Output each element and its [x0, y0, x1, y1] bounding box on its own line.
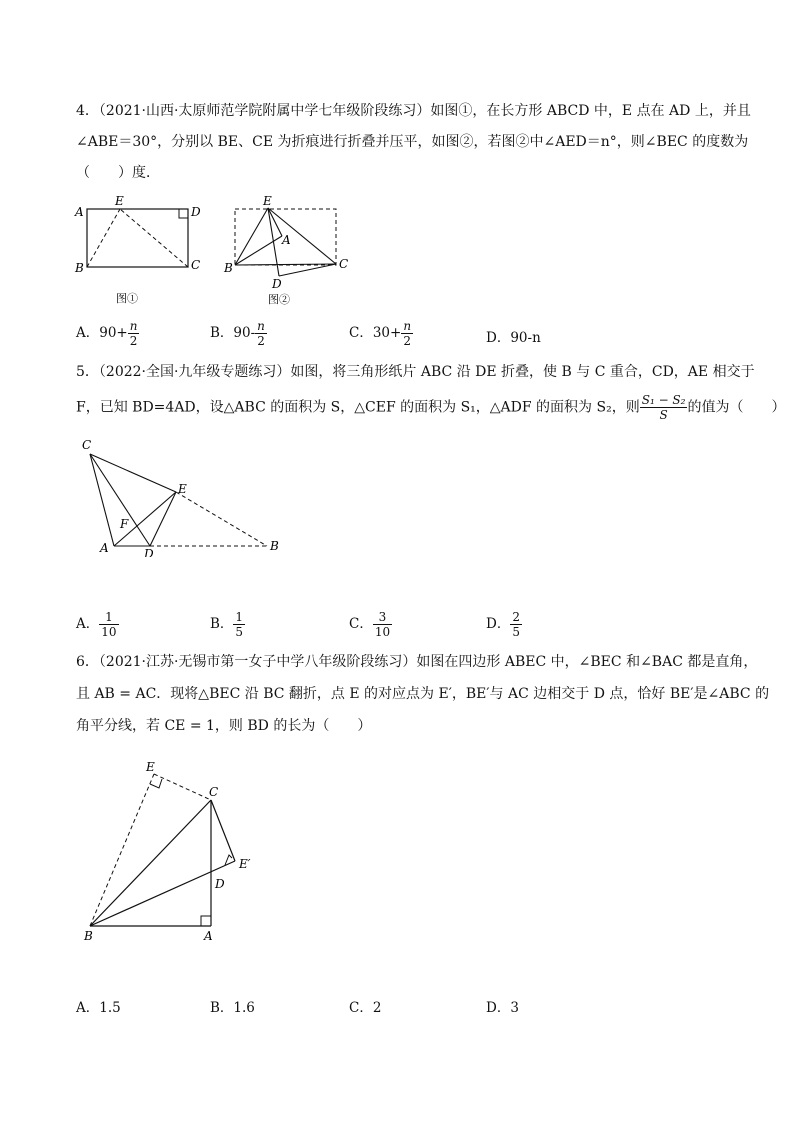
fraction: $\frac{n}{2}$	[129, 319, 138, 348]
fraction: $\frac{2}{5}$	[512, 610, 520, 639]
fraction-s1-minus-s2-over-s: $\frac{\text{S₁ − S₂}}{S}$	[641, 393, 686, 422]
label-c: C	[209, 785, 219, 799]
q6-choice-b[interactable]: B．1.6	[210, 1000, 255, 1016]
label-e: E	[263, 194, 272, 208]
label-e: E	[178, 482, 187, 496]
q4-figure-1	[70, 192, 210, 312]
q4-stem-line-2: ∠ABE＝30°，分别以 BE、CE 为折痕进行折叠并压平，如图②，若图②中∠AED＝n°，则∠BEC 的度数为	[76, 134, 749, 150]
q4-stem-line-1: 4．（2021·山西·太原师范学院附属中学七年级阶段练习）如图①，在长方形 ABCD 中，E 点在 AD 上，并且	[76, 103, 751, 119]
fraction: $\frac{n}{2}$	[403, 319, 412, 348]
label-e-prime: E′	[239, 857, 251, 871]
fold-line-be	[87, 209, 120, 267]
segment-dc	[279, 264, 336, 276]
q5-choice-a[interactable]: A． $\frac{1}{10}$	[76, 610, 117, 639]
q4-choice-a[interactable]: A．90+ $\frac{n}{2}$	[76, 319, 138, 348]
label-b: B	[84, 929, 93, 943]
q4-choice-c[interactable]: C．30+ $\frac{n}{2}$	[349, 319, 412, 348]
label-d: D	[215, 877, 225, 891]
fraction: $\frac{3}{10}$	[374, 610, 391, 639]
figure-caption: 图①	[116, 292, 138, 305]
label-d: D	[191, 205, 201, 219]
label-a: A	[204, 929, 213, 943]
q6-choice-a[interactable]: A．1.5	[76, 1000, 121, 1016]
fold-line-ce	[120, 209, 188, 267]
label-b: B	[75, 261, 84, 275]
figure-caption: 图②	[268, 293, 290, 306]
label-c: C	[82, 438, 92, 452]
q4-choice-b[interactable]: B．90- $\frac{n}{2}$	[210, 319, 265, 348]
label-a: A	[75, 205, 84, 219]
q5-choice-c[interactable]: C． $\frac{3}{10}$	[349, 610, 391, 639]
segment-ca	[90, 454, 114, 546]
rectangle-abcd	[87, 209, 188, 267]
fraction: $\frac{1}{5}$	[235, 610, 244, 639]
label-b: B	[224, 261, 233, 275]
q6-choice-d[interactable]: D．3	[486, 1000, 519, 1016]
right-angle-mark-a	[201, 916, 211, 926]
segment-de	[150, 492, 176, 546]
q4-choice-d[interactable]: D．90-n	[486, 330, 541, 346]
fraction: $\frac{n}{2}$	[257, 319, 265, 348]
segment-bc	[235, 264, 336, 265]
q6-stem-line-3: 角平分线，若 CE = 1，则 BD 的长为（ ）	[76, 718, 372, 734]
segment-ce-prime	[211, 800, 235, 861]
fraction: $\frac{1}{10}$	[101, 610, 117, 639]
q6-figure	[78, 758, 278, 948]
right-angle-mark	[179, 209, 188, 218]
q5-stem-line-1: 5．（2022·全国·九年级专题练习）如图，将三角形纸片 ABC 沿 DE 折叠，使 B 与 C 重合，CD，AE 相交于	[76, 364, 755, 380]
q4-stem-line-3: （ ）度．	[76, 165, 160, 181]
label-a: A	[282, 233, 291, 247]
q6-stem-line-1: 6．（2021·江苏·无锡市第一女子中学八年级阶段练习）如图在四边形 ABEC 中，∠BEC 和∠BAC 都是直角，	[76, 654, 758, 670]
q6-stem-line-2: 且 AB = AC．现将△BEC 沿 BC 翻折，点 E 的对应点为 E′，BE′与 AC 边相交于 D 点，恰好 BE′是∠ABC 的	[76, 686, 770, 702]
right-angle-mark-e	[150, 779, 162, 788]
q5-stem-line-2: F，已知 BD=4AD，设△ABC 的面积为 S，△CEF 的面积为 S₁，△ADF 的面积为 S₂，则 $\frac{\text{S₁ − S₂}}{S}$ 的值为（ ）	[76, 393, 786, 422]
label-a: A	[100, 541, 109, 555]
segment-bc	[90, 800, 211, 926]
segment-eb-dashed	[176, 492, 267, 546]
label-c: C	[339, 257, 349, 271]
label-b: B	[270, 539, 279, 553]
label-d: D	[144, 547, 154, 557]
segment-be-dashed	[90, 774, 154, 926]
label-c: C	[191, 258, 201, 272]
q4-figure-2	[222, 192, 352, 312]
segment-be-prime	[90, 861, 235, 926]
label-e: E	[146, 760, 155, 774]
label-d: D	[272, 277, 282, 291]
segment-eb	[235, 208, 268, 265]
q5-choice-b[interactable]: B． $\frac{1}{5}$	[210, 610, 244, 639]
label-e: E	[115, 194, 124, 208]
segment-ec	[268, 208, 336, 264]
label-f: F	[120, 517, 129, 531]
q6-choice-c[interactable]: C．2	[349, 1000, 382, 1016]
segment-ec-dashed	[154, 774, 211, 800]
q5-choice-d[interactable]: D． $\frac{2}{5}$	[486, 610, 520, 639]
q5-figure	[72, 432, 292, 557]
